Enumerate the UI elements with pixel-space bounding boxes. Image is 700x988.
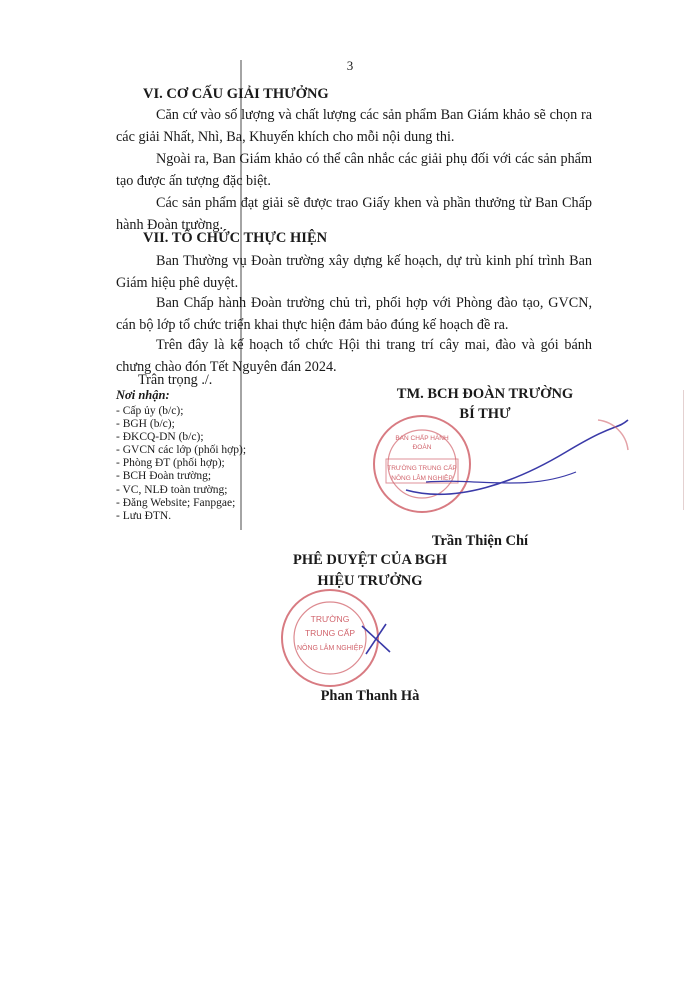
union-stamp-line-1: BAN CHẤP HÀNH — [395, 435, 449, 442]
recipient-item: - BCH Đoàn trường; — [116, 470, 212, 483]
section-7-paragraph-3: Trên đây là kế hoạch tổ chức Hội thi trang trí cây mai, đào và gói bánh chưng chào đón Tết Nguyên đán 2024. — [116, 337, 592, 375]
union-stamp-line-2: ĐOÀN — [412, 444, 432, 451]
recipient-item: - ĐKCQ-DN (b/c); — [116, 431, 204, 444]
union-position-title: BÍ THƯ — [459, 406, 511, 422]
section-6-paragraph-2: Ngoài ra, Ban Giám khảo có thể cân nhắc các giải phụ đối với các sản phẩm tạo được ấn tượng đặc biệt. — [116, 151, 592, 189]
recipients-list — [116, 405, 286, 523]
recipients-block — [116, 388, 286, 523]
union-secretary-name: Trần Thiện Chí — [431, 533, 529, 549]
section-7-heading: VII. TỔ CHỨC THỰC HIỆN — [143, 230, 328, 246]
recipient-item: - Phòng ĐT (phối hợp); — [116, 457, 225, 470]
section-7-paragraph-2: Ban Chấp hành Đoàn trường chủ trì, phối hợp với Phòng đào tạo, GVCN, cán bộ lớp tổ chức triển khai thực hiện đảm bảo đúng kế hoạch đề ra. — [116, 295, 592, 333]
school-stamp-line-1: TRƯỜNG — [310, 614, 350, 624]
recipient-item: - BGH (b/c); — [116, 418, 175, 431]
recipients-title: Nơi nhận: — [116, 388, 170, 402]
recipient-item: - Đăng Website; Fanpgae; — [116, 496, 236, 509]
school-stamp-line-3: NÔNG LÂM NGHIỆP — [296, 645, 364, 652]
union-stamp — [366, 412, 636, 522]
approval-title: HIỆU TRƯỞNG — [317, 573, 423, 589]
union-org-title: TM. BCH ĐOÀN TRƯỜNG — [396, 386, 574, 402]
page-number: 3 — [346, 58, 354, 73]
section-6-heading: VI. CƠ CẤU GIẢI THƯỞNG — [143, 86, 329, 102]
recipient-item: - Cấp ủy (b/c); — [116, 405, 184, 417]
recipient-item: - Lưu ĐTN. — [116, 509, 172, 522]
closing-greeting: Trân trọng ./. — [138, 372, 213, 388]
union-stamp-line-4: NÔNG LÂM NGHIỆP — [391, 475, 453, 482]
recipient-item: - GVCN các lớp (phối hợp); — [116, 444, 247, 457]
school-stamp — [262, 586, 412, 688]
section-7-paragraph-1: Ban Thường vụ Đoàn trường xây dựng kế hoạch, dự trù kinh phí trình Ban Giám hiệu phê duyệt. — [116, 253, 592, 291]
approval-header — [270, 552, 470, 590]
school-stamp-line-2: TRUNG CẤP — [304, 628, 356, 638]
principal-name: Phan Thanh Hà — [320, 688, 420, 704]
section-6-paragraph-1: Căn cứ vào số lượng và chất lượng các sản phẩm Ban Giám khảo sẽ chọn ra các giải Nhất, Nhì, Ba, Khuyến khích cho mỗi nội dung thi. — [116, 107, 592, 145]
approval-heading: PHÊ DUYỆT CỦA BGH — [292, 552, 448, 568]
edge-stamp-trace — [683, 390, 684, 510]
union-stamp-line-3: TRƯỜNG TRUNG CẤP — [387, 465, 457, 472]
section-6-paragraph-3: Các sản phẩm đạt giải sẽ được trao Giấy khen và phần thưởng từ Ban Chấp hành Đoàn trường. — [116, 195, 592, 233]
recipient-item: - VC, NLĐ toàn trường; — [116, 483, 228, 496]
